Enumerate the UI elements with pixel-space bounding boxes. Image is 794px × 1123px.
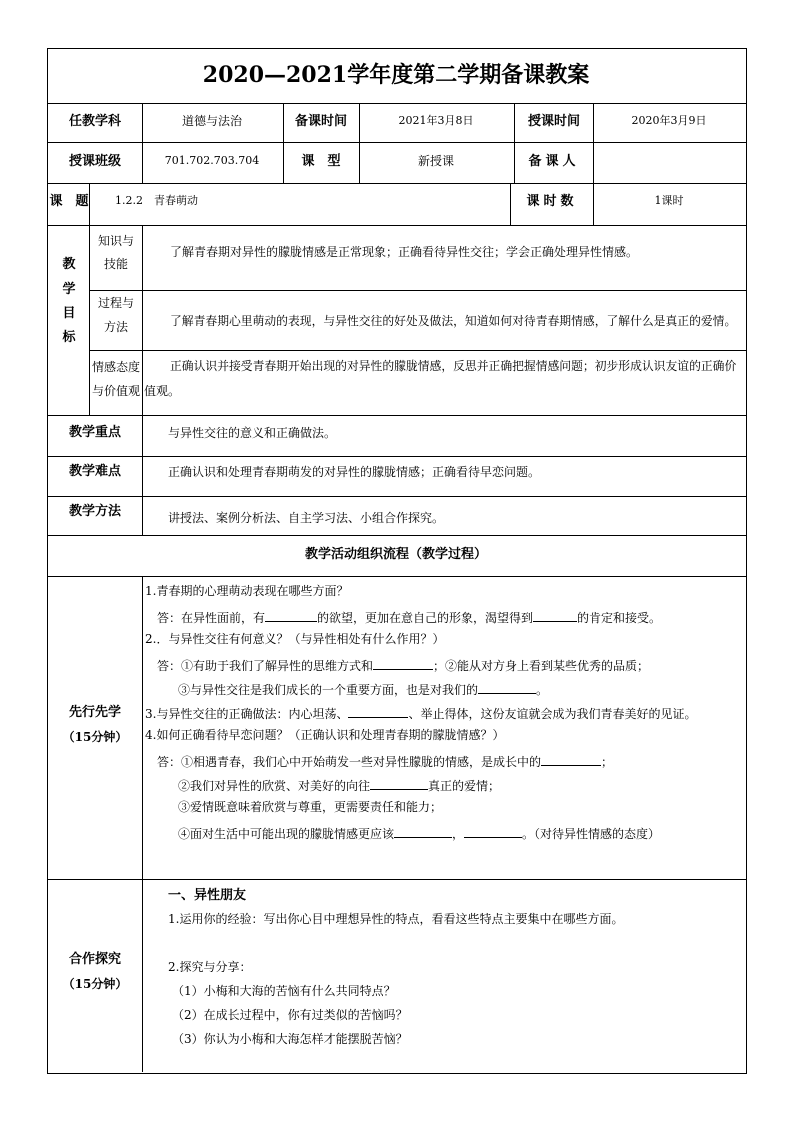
key-points-text: 与异性交往的意义和正确做法。 bbox=[168, 426, 337, 440]
objective-label: 与价值观 bbox=[91, 384, 141, 398]
objectives-label-char: 学 bbox=[62, 282, 76, 297]
topic-value: 1.2.2 青春萌动 bbox=[115, 194, 198, 207]
answer-4-line-4: ④面对生活中可能出现的朦胧情感更应该 ， 。（对待异性情感的态度） bbox=[178, 827, 661, 841]
subject-value: 道德与法治 bbox=[181, 114, 243, 128]
answer-1: 答：在异性面前，有 的欲望，更加在意自己的形象，渴望得到 的肯定和接受。 bbox=[157, 611, 662, 625]
row-divider bbox=[47, 496, 746, 497]
prestudy-label: 先行先学 bbox=[68, 705, 122, 720]
fill-blank bbox=[348, 705, 408, 718]
hours-value: 1课时 bbox=[654, 194, 684, 207]
objective-text: 正确认识并接受青春期开始出现的对异性的朦胧情感，反思并正确把握情感问题；初步形成认识友谊的正确价 bbox=[170, 359, 737, 373]
class-label: 授课班级 bbox=[68, 154, 122, 169]
row-divider bbox=[47, 576, 746, 577]
objective-label: 方法 bbox=[103, 320, 129, 334]
col-divider bbox=[593, 103, 594, 184]
row-divider bbox=[47, 183, 746, 184]
row-divider bbox=[47, 415, 746, 416]
flow-header: 教学活动组织流程（教学过程） bbox=[304, 547, 488, 562]
objective-label: 知识与 bbox=[97, 234, 135, 248]
question-2: 2.．与异性交往有何意义？（与异性相处有什么作用？） bbox=[145, 632, 445, 646]
difficulties-text: 正确认识和处理青春期萌发的对异性的朦胧情感；正确看待早恋问题。 bbox=[168, 465, 541, 479]
key-points-label: 教学重点 bbox=[68, 425, 122, 440]
col-divider bbox=[514, 103, 515, 184]
type-label: 课 型 bbox=[301, 154, 341, 169]
col-divider bbox=[593, 183, 594, 226]
cooperation-subitem: （3）你认为小梅和大海怎样才能摆脱苦恼？ bbox=[172, 1032, 408, 1046]
answer-4-line-2: ②我们对异性的欣赏、对美好的向往 真正的爱情； bbox=[178, 779, 501, 793]
section-heading: 一、异性朋友 bbox=[168, 888, 247, 903]
objectives-label-char: 教 bbox=[62, 257, 76, 272]
objective-text: 了解青春期心里萌动的表现，与异性交往的好处及做法，知道如何对待青春期情感，了解什么是真正的爱情。 bbox=[170, 314, 737, 328]
prestudy-duration: （15分钟） bbox=[62, 730, 128, 744]
page-title: 2020—2021学年度第二学期备课教案 bbox=[202, 62, 590, 88]
hours-label: 课时数 bbox=[526, 194, 578, 209]
col-divider bbox=[89, 183, 90, 226]
answer-2-line-2: ③与异性交往是我们成长的一个重要方面，也是对我们的 。 bbox=[178, 683, 549, 697]
row-divider bbox=[47, 535, 746, 536]
cooperation-label: 合作探究 bbox=[68, 952, 122, 967]
difficulties-label: 教学难点 bbox=[68, 464, 122, 479]
fill-blank bbox=[533, 609, 577, 622]
fill-blank bbox=[541, 753, 601, 766]
methods-label: 教学方法 bbox=[68, 504, 122, 519]
col-divider bbox=[359, 103, 360, 184]
topic-label: 课 题 bbox=[49, 194, 89, 209]
row-divider bbox=[89, 350, 746, 351]
cooperation-item-2: 2.探究与分享： bbox=[168, 960, 252, 974]
prep-time-value: 2021年3月8日 bbox=[398, 114, 474, 127]
cooperation-subitem: （1）小梅和大海的苦恼有什么共同特点？ bbox=[172, 984, 396, 998]
col-divider bbox=[89, 225, 90, 416]
cooperation-item-1: 1.运用你的经验：写出你心目中理想异性的特点，看看这些特点主要集中在哪些方面。 bbox=[168, 912, 624, 926]
question-4: 4.如何正确看待早恋问题？（正确认识和处理青春期的朦胧情感？） bbox=[145, 728, 505, 742]
type-value: 新授课 bbox=[417, 154, 455, 168]
objectives-label-char: 标 bbox=[62, 330, 76, 345]
col-divider bbox=[142, 576, 143, 1072]
row-divider bbox=[47, 142, 746, 143]
cooperation-subitem: （2）在成长过程中，你有过类似的苦恼吗？ bbox=[172, 1008, 408, 1022]
question-3: 3.与异性交往的正确做法：内心坦荡、 、举止得体，这份友谊就会成为我们青春美好的见证。 bbox=[145, 707, 697, 721]
question-1: 1.青春期的心理萌动表现在哪些方面？ bbox=[145, 584, 349, 598]
row-divider bbox=[47, 103, 746, 104]
col-divider bbox=[142, 225, 143, 416]
methods-text: 讲授法、案例分析法、自主学习法、小组合作探究。 bbox=[168, 511, 445, 525]
fill-blank bbox=[370, 777, 428, 790]
objective-label: 技能 bbox=[103, 257, 129, 271]
answer-4-line-3: ③爱情既意味着欣赏与尊重，更需要责任和能力； bbox=[178, 800, 443, 814]
objective-text: 值观。 bbox=[144, 384, 181, 398]
fill-blank bbox=[478, 681, 536, 694]
subject-label: 任教学科 bbox=[68, 114, 122, 129]
col-divider bbox=[142, 415, 143, 536]
col-divider bbox=[510, 183, 511, 226]
objective-label: 情感态度 bbox=[91, 360, 141, 374]
class-value: 701.702.703.704 bbox=[164, 154, 260, 167]
fill-blank bbox=[265, 609, 317, 622]
row-divider bbox=[89, 290, 746, 291]
cooperation-duration: （15分钟） bbox=[62, 977, 128, 991]
fill-blank bbox=[464, 825, 522, 838]
prep-time-label: 备课时间 bbox=[294, 114, 348, 129]
fill-blank bbox=[373, 657, 433, 670]
objective-label: 过程与 bbox=[97, 296, 135, 310]
col-divider bbox=[142, 103, 143, 184]
row-divider bbox=[47, 225, 746, 226]
answer-2-line-1: 答：①有助于我们了解异性的思维方式和 ；②能从对方身上看到某些优秀的品质； bbox=[157, 659, 650, 673]
answer-4-line-1: 答：①相遇青春，我们心中开始萌发一些对异性朦胧的情感，是成长中的 ； bbox=[157, 755, 614, 769]
row-divider bbox=[47, 456, 746, 457]
teach-time-label: 授课时间 bbox=[527, 114, 581, 129]
objective-text: 了解青春期对异性的朦胧情感是正常现象；正确看待异性交往；学会正确处理异性情感。 bbox=[170, 245, 639, 259]
col-divider bbox=[283, 103, 284, 184]
fill-blank bbox=[394, 825, 452, 838]
row-divider bbox=[47, 879, 746, 880]
objectives-label-char: 目 bbox=[62, 306, 76, 321]
preparer-label: 备课人 bbox=[528, 154, 580, 169]
teach-time-value: 2020年3月9日 bbox=[631, 114, 707, 127]
